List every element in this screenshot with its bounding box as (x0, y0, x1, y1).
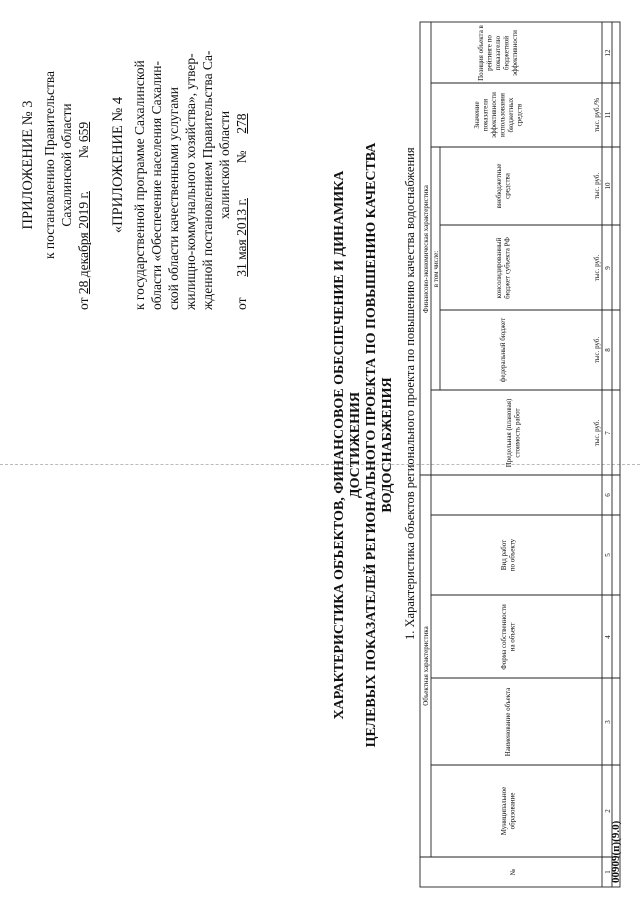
old-appendix-date: 31 мая 2013 г. (234, 198, 249, 277)
appendix-title: ПРИЛОЖЕНИЕ № 3 (20, 100, 36, 230)
old-appendix-line: области «Обеспечение населения Сахалин- (149, 61, 164, 310)
column-number: 12 (604, 49, 612, 57)
col-mun-header: Муниципальноеобразование (499, 786, 517, 836)
unit-label: тыс. руб. (593, 336, 601, 364)
column-number: 6 (604, 493, 612, 497)
column-number: 1 (604, 870, 612, 874)
column-number: 8 (604, 348, 612, 352)
col-work-header: Вид работпо объекту (499, 538, 517, 572)
old-appendix-line: жилищно-коммунального хозяйства», утвер- (183, 53, 198, 310)
column-number: 5 (604, 553, 612, 557)
unit-label: тыс. руб. (593, 172, 601, 200)
document-code: 00909(п)(9.0) (610, 820, 622, 883)
table-text (422, 24, 612, 875)
old-appendix-line: к государственной программе Сахалинской (132, 60, 147, 310)
column-number: 9 (604, 266, 612, 270)
col-extra-header: внебюджетныесредства (494, 163, 512, 209)
group-objects-header: Объектная характеристика (422, 626, 430, 706)
unit-label: тыс. руб. (593, 419, 601, 447)
unit-label: тыс. руб./% (593, 97, 601, 133)
heading-line: ВОДОСНАБЖЕНИЯ (380, 377, 395, 513)
old-appendix-number: 278 (234, 113, 249, 134)
unit-label: тыс. руб. (593, 254, 601, 282)
number-label: № (234, 150, 249, 164)
col-no-header: № (509, 868, 517, 876)
column-number: 11 (604, 111, 612, 119)
col-fed-header: федеральный бюджет (499, 317, 507, 383)
appendix-date: 28 декабря 2019 г. (76, 191, 91, 295)
col-own-header: Форма собственностина объект (499, 604, 517, 670)
col-cost-header: Предельная (плановая)стоимость работ (504, 398, 522, 468)
heading-line: ХАРАКТЕРИСТИКА ОБЪЕКТОВ, ФИНАНСОВОЕ ОБЕСПЕЧЕНИЕ И ДИНАМИКА ДОСТИЖЕНИЯ (332, 170, 363, 720)
group-finance-header: Финансово-экономическая характеристика (422, 185, 430, 313)
from-label: от (234, 297, 249, 310)
appendix-number: 659 (76, 121, 91, 143)
appendix-line: к постановлению Правительства (42, 70, 57, 260)
from-label: от (76, 297, 91, 310)
column-number: 7 (604, 431, 612, 435)
col-pos-header: Позиция объекта врейтинге попоказателюбюджетнойэффективности (477, 25, 519, 81)
column-number: 10 (604, 182, 612, 190)
column-number: 3 (604, 720, 612, 724)
old-appendix-line: ской области качественными услугами (166, 86, 181, 310)
old-appendix-line: халинской области (217, 110, 232, 220)
section-title: 1. Характеристика объектов регионального проекта по повышению качества водоснабжения (403, 147, 417, 640)
old-appendix-line: жденной постановлением Правительства Са- (200, 50, 215, 310)
including-header: в том числе: (432, 250, 440, 288)
heading-line: ЦЕЛЕВЫХ ПОКАЗАТЕЛЕЙ РЕГИОНАЛЬНОГО ПРОЕКТА ПО ПОВЫШЕНИЮ КАЧЕСТВА (364, 142, 379, 748)
column-number: 4 (604, 635, 612, 639)
column-number: 2 (604, 809, 612, 813)
old-appendix-title: «ПРИЛОЖЕНИЕ № 4 (110, 96, 126, 234)
col-name-header: Наименование объекта (504, 687, 512, 757)
col-cons-header: консолидированныйбюджет субъекта РФ (494, 237, 512, 299)
col-eff-header: Значениепоказателяэффективностииспользованиябюджетныхсредств (472, 92, 524, 138)
number-label: № (76, 145, 91, 159)
appendix-line: Сахалинской области (59, 103, 74, 227)
